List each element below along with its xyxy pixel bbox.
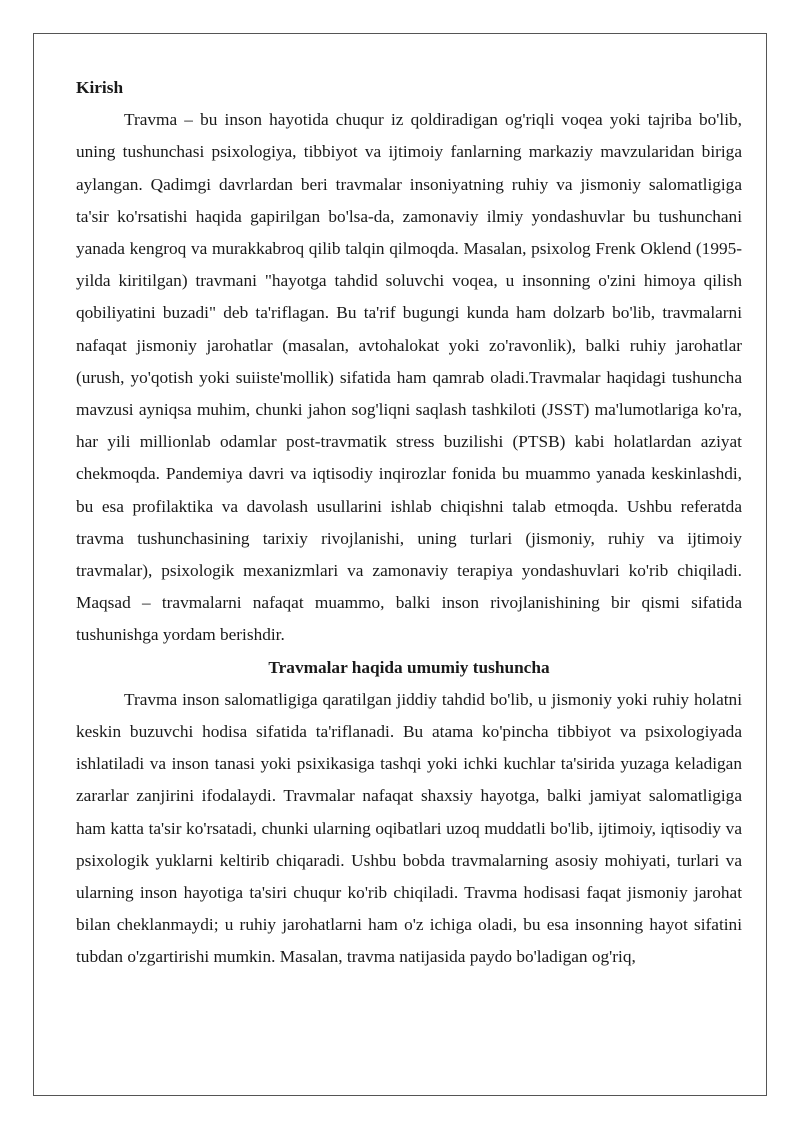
heading-kirish: Kirish xyxy=(76,78,124,97)
paragraph-kirish: Travma – bu inson hayotida chuqur iz qoldiradigan og'riqli voqea yoki tajriba bo'lib, uning tushunchasi psixologiya, tibbiyot va ijtimoiy fanlarning markaziy mavzularidan biriga aylangan. Qadimgi davrlardan beri travmalar insoniyatning ruhiy va jismoniy salomatligiga ta'sir ko'rsatishi haqida gapirilgan bo'lsa-da, zamonaviy ilmiy yondashuvlar bu tushunchani yanada kengroq va murakkabroq qilib talqin qilmoqda. Masalan, psixolog Frenk Oklend (1995-yilda kiritilgan) travmani "hayotga tahdid soluvchi voqea, u insonning o'zini himoya qilish qobiliyatini buzadi" deb ta'riflagan. Bu ta'rif bugungi kunda ham dolzarb bo'lib, travmalarni nafaqat jismoniy jarohatlar (masalan, avtohalokat yoki zo'ravonlik), balki ruhiy jarohatlar (urush, yo'qotish yoki suiiste'mollik) sifatida ham qamrab oladi.Travmalar haqidagi tushuncha mavzusi ayniqsa muhim, chunki jahon sog'liqni saqlash tashkiloti (JSST) ma'lumotlariga ko'ra, har yili millionlab odamlar post-travmatik stress buzilishi (PTSB) kabi holatlardan aziyat chekmoqda. Pandemiya davri va iqtisodiy inqirozlar fonida bu muammo yanada keskinlashdi, bu esa profilaktika va davolash usullarini ishlab chiqishni talab etmoqda. Ushbu referatda travma tushunchasining tarixiy rivojlanishi, uning turlari (jismoniy, ruhiy va ijtimoiy travmalar), psixologik mexanizmlari va zamonaviy terapiya yondashuvlari ko'rib chiqiladi. Maqsad – travmalarni nafaqat muammo, balki inson rivojlanishining bir qismi sifatida tushunishga yordam berishdir. xyxy=(76,110,742,645)
heading-travmalar-umumiy: Travmalar haqida umumiy tushuncha xyxy=(268,657,550,677)
document-body xyxy=(76,72,742,974)
paragraph-travmalar-umumiy: Travma inson salomatligiga qaratilgan jiddiy tahdid bo'lib, u jismoniy yoki ruhiy holatni keskin buzuvchi hodisa sifatida ta'riflanadi. Bu atama ko'pincha tibbiyot va psixologiyada ishlatiladi va inson tanasi yoki psixikasiga tashqi yoki ichki kuchlar ta'sirida yuzaga keladigan zararlar zanjirini ifodalaydi. Travmalar nafaqat shaxsiy hayotga, balki jamiyat salomatligiga ham katta ta'sir ko'rsatadi, chunki ularning oqibatlari uzoq muddatli bo'lib, ijtimoiy, iqtisodiy va psixologik yuklarni keltirib chiqaradi. Ushbu bobda travmalarning asosiy mohiyati, turlari va ularning inson hayotiga ta'siri chuqur ko'rib chiqiladi. Travma hodisasi faqat jismoniy jarohat bilan cheklanmaydi; u ruhiy jarohatlarni ham o'z ichiga oladi, bu esa insonning hayot sifatini tubdan o'zgartirishi mumkin. Masalan, travma natijasida paydo bo'ladigan og'riq, xyxy=(76,689,742,967)
